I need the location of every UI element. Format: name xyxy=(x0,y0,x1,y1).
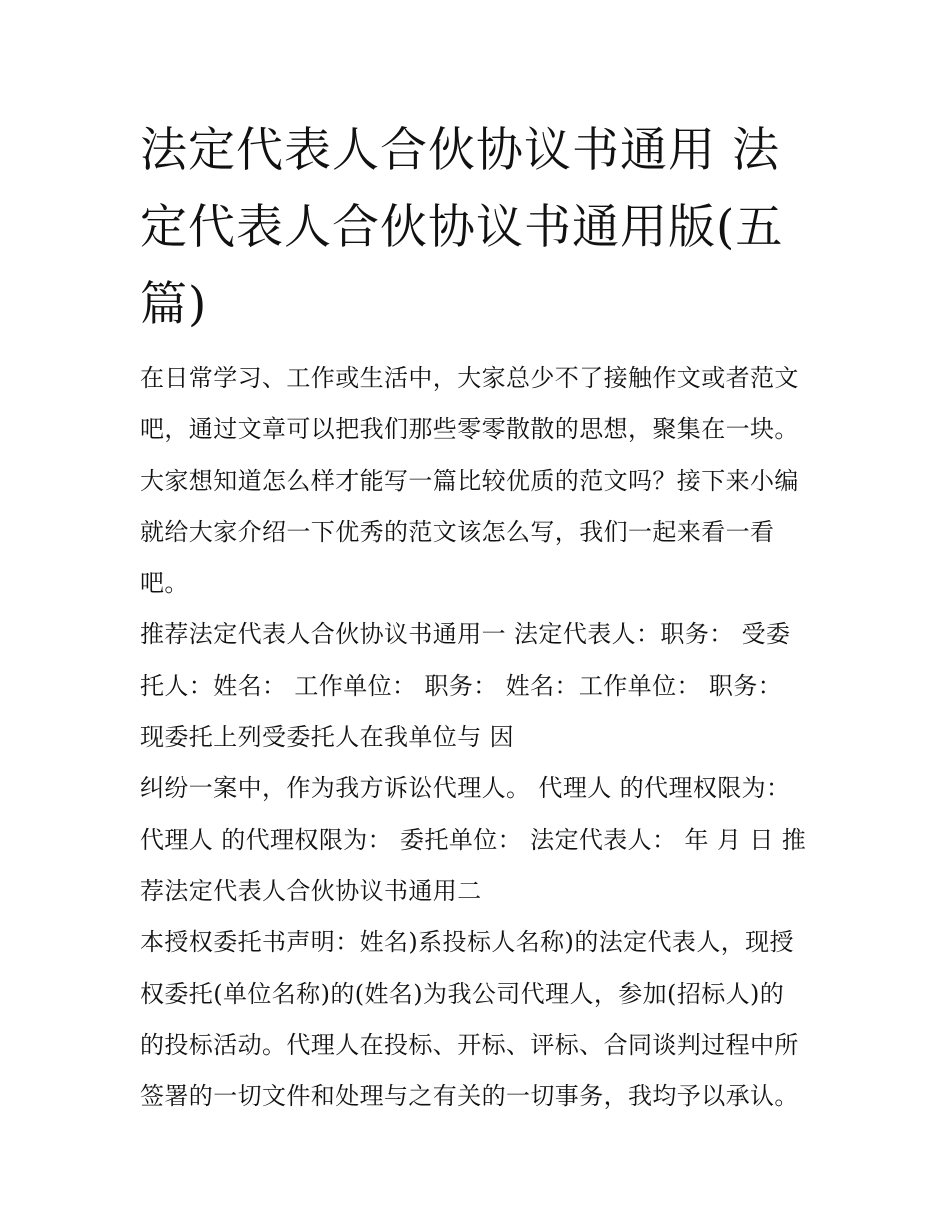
body-line: 大家想知道怎么样才能写一篇比较优质的范文吗？接下来小编 xyxy=(140,466,799,495)
body-line: 托人：姓名： 工作单位： 职务： 姓名：工作单位： 职务： xyxy=(140,671,783,700)
body-line: 权委托(单位名称)的(姓名)为我公司代理人，参加(招标人)的 xyxy=(140,979,785,1008)
body-line: 吧，通过文章可以把我们那些零零散散的思想，聚集在一块。 xyxy=(140,415,799,444)
body-line: 纠纷一案中，作为我方诉讼代理人。 代理人 的代理权限为： xyxy=(140,774,791,803)
body-line: 就给大家介绍一下优秀的范文该怎么写，我们一起来看一看 xyxy=(140,517,775,546)
document-title xyxy=(140,112,820,343)
body-line: 代理人 的代理权限为： 委托单位： 法定代表人： 年 月 日 推 xyxy=(140,825,807,854)
body-line: 本授权委托书声明：姓名)系投标人名称)的法定代表人，现授 xyxy=(140,928,794,957)
body-line: 的投标活动。代理人在投标、开标、评标、合同谈判过程中所 xyxy=(140,1030,799,1059)
body-line: 现委托上列受委托人在我单位与 因 xyxy=(140,723,515,752)
title-line-2: 定代表人合伙协议书通用版(五 xyxy=(140,200,784,255)
body-line: 荐法定代表人合伙协议书通用二 xyxy=(140,876,482,905)
title-line-1: 法定代表人合伙协议书通用 法 xyxy=(140,123,780,178)
body-line: 吧。 xyxy=(140,569,189,598)
body-line: 在日常学习、工作或生活中，大家总少不了接触作文或者范文 xyxy=(140,364,799,392)
body-line: 签署的一切文件和处理与之有关的一切事务，我均予以承认。 xyxy=(140,1082,799,1111)
title-line-3: 篇) xyxy=(140,277,208,332)
body-line: 推荐法定代表人合伙协议书通用一 法定代表人：职务： 受委 xyxy=(140,620,791,649)
document-body xyxy=(140,353,825,1122)
